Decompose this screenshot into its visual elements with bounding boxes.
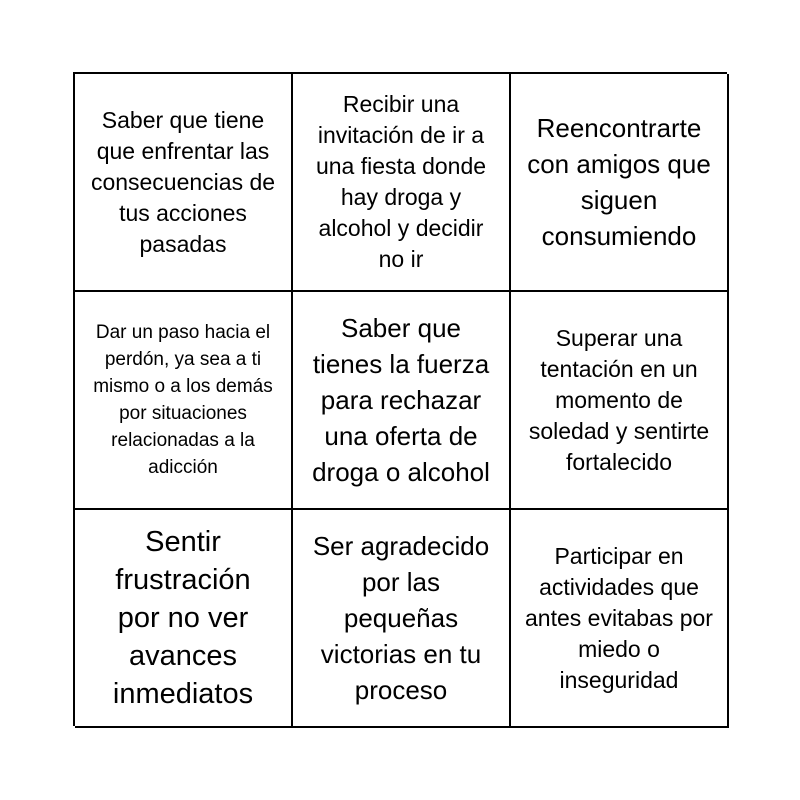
bingo-cell-r2c1[interactable] (75, 292, 293, 510)
bingo-cell-text: Superar una tentación en un momento de soledad y sentirte fortalecido (528, 324, 710, 475)
bingo-cell-text: Saber que tienes la fuerza para rechazar una oferta de droga o alcohol (312, 313, 490, 487)
bingo-cell-r1c3[interactable] (511, 74, 729, 292)
bingo-cell-r1c2[interactable] (293, 74, 511, 292)
bingo-cell-text: Ser agradecido por las pequeñas victorias en tu proceso (312, 531, 490, 705)
bingo-cell-text: Participar en actividades que antes evitabas por miedo o inseguridad (525, 542, 713, 693)
bingo-cell-text: Saber que tiene que enfrentar las consecuencias de tus acciones pasadas (90, 106, 276, 257)
bingo-cell-text: Reencontrarte con amigos que siguen consumiendo (527, 113, 711, 251)
bingo-cell-r3c1[interactable] (75, 510, 293, 728)
bingo-cell-r3c3[interactable] (511, 510, 729, 728)
bingo-cell-r2c3[interactable] (511, 292, 729, 510)
bingo-cell-text: Dar un paso hacia el perdón, ya sea a ti mismo o a los demás por situaciones relacionadas a la adicción (93, 322, 273, 478)
bingo-cell-text: Sentir frustración por no ver avances inmediatos (112, 526, 254, 710)
bingo-cell-r3c2[interactable] (293, 510, 511, 728)
bingo-cell-text: Recibir una invitación de ir a una fiesta donde hay droga y alcohol y decidir no ir (315, 91, 487, 272)
bingo-cell-r2c2[interactable] (293, 292, 511, 510)
bingo-cell-r1c1[interactable] (75, 74, 293, 292)
bingo-board (73, 72, 727, 726)
